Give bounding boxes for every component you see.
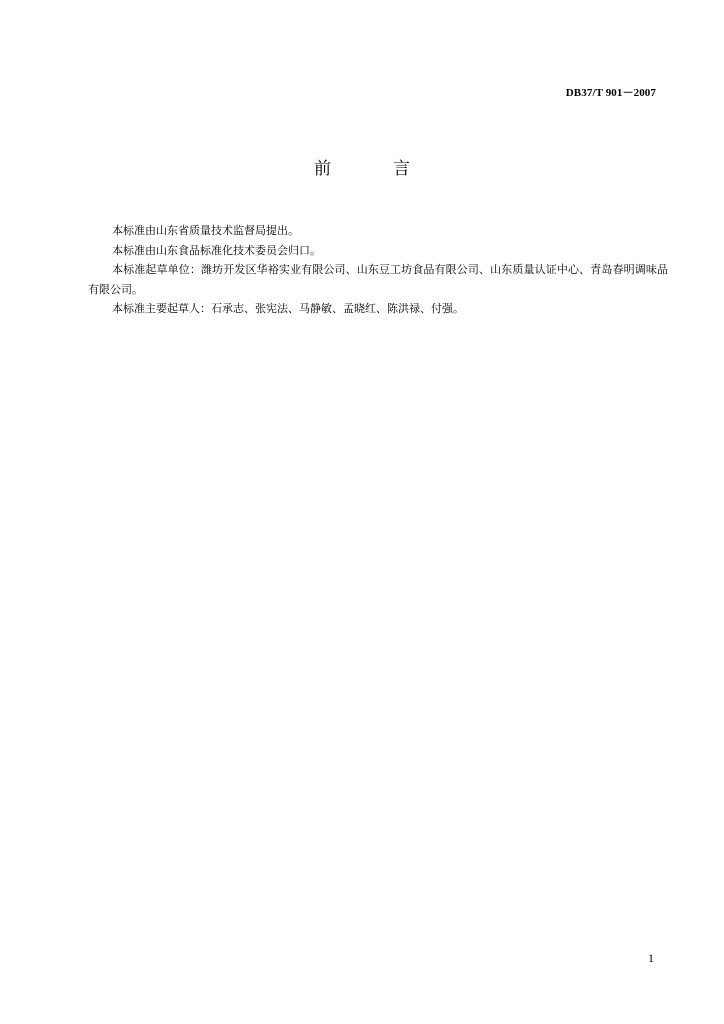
standard-code: DB37/T 901－2007 <box>565 87 656 99</box>
document-body <box>88 221 668 319</box>
paragraph-drafting-units: 本标准起草单位：潍坊开发区华裕实业有限公司、山东豆工坊食品有限公司、山东质量认证中心、青岛春明调味品有限公司。 <box>88 263 668 296</box>
page-title: 前言 <box>314 159 472 179</box>
paragraph-administrator: 本标准由山东食品标准化技术委员会归口。 <box>112 243 321 257</box>
page-number: 1 <box>648 951 654 965</box>
paragraph-proposer: 本标准由山东省质量技术监督局提出。 <box>112 224 299 237</box>
paragraph-drafters: 本标准主要起草人：石承志、张宪法、马静敏、孟晓红、陈洪禄、付强。 <box>112 302 464 315</box>
